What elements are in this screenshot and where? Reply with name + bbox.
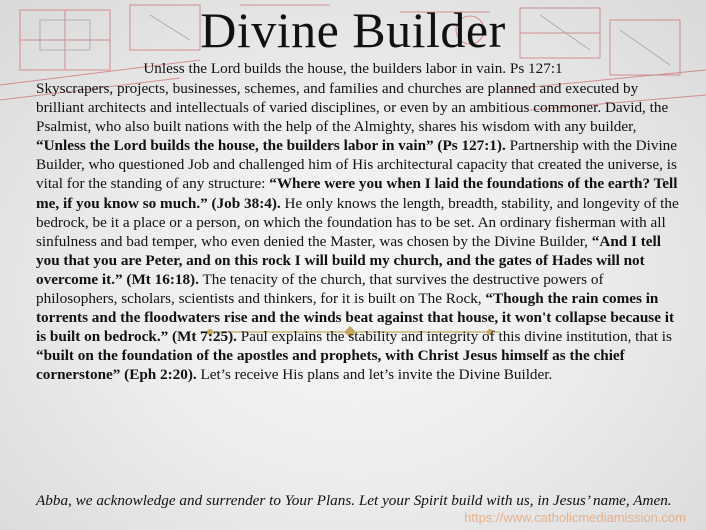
body-text: Skyscrapers, projects, businesses, schemes, and families and churches are planned and executed by brilliant architects and intellectuals of varied disciplines, or even by an ambitious commoner. David, the Psalmist, who also built nations with the help of the Almighty, shares his wisdom with any builder,	[36, 80, 669, 136]
body-text: The tenacity of the church, that survives the destructive powers of philosophers, scholars, scientists and thinkers, for it is built on The Rock,	[36, 270, 604, 308]
scripture-quote: “Though the rain comes in torrents and the floodwaters rise and the winds beat against that house, it won't collapse because it is built on bedrock.” (Mt 7:25).	[36, 290, 675, 346]
page-title: Divine Builder	[200, 2, 506, 58]
body-text: Partnership with the Divine Builder, who questioned Job and challenged him of His architectural capacity that created the universe, is vital for the standing of any structure:	[36, 137, 678, 193]
watermark-url: https://www.catholicmediamission.com	[464, 510, 686, 525]
article-body	[36, 79, 680, 385]
closing-prayer: Abba, we acknowledge and surrender to Your Plans. Let your Spirit build with us, in Jesus’ name, Amen.	[36, 492, 672, 509]
scripture-quote: “built on the foundation of the apostles and prophets, with Christ Jesus himself as the chief cornerstone” (Eph 2:20).	[36, 347, 625, 384]
body-text: Let’s receive His plans and let’s invite the Divine Builder.	[196, 366, 553, 384]
scripture-quote: “Where were you when I laid the foundations of the earth? Tell me, if you know so much.” (Job 38:4).	[36, 175, 678, 212]
body-text: Paul explains the stability and integrity of this divine institution, that is	[236, 328, 672, 346]
subtitle-verse: Unless the Lord builds the house, the builders labor in vain. Ps 127:1	[143, 60, 563, 77]
scripture-quote: “And I tell you that you are Peter, and on this rock I will build my church, and the gates of Hades will not overcome it.” (Mt 16:18).	[36, 232, 661, 288]
article-paragraph	[36, 79, 680, 385]
scripture-quote: “Unless the Lord builds the house, the builders labor in vain” (Ps 127:1).	[36, 137, 506, 155]
body-text: He only knows the length, breadth, stability, and longevity of the bedrock, be it a place or a person, on which the foundation has to be set. An ordinary fisherman with all sinfulness and bad temper, who even denied the Master, was chosen by the Divine Builder,	[36, 194, 679, 250]
